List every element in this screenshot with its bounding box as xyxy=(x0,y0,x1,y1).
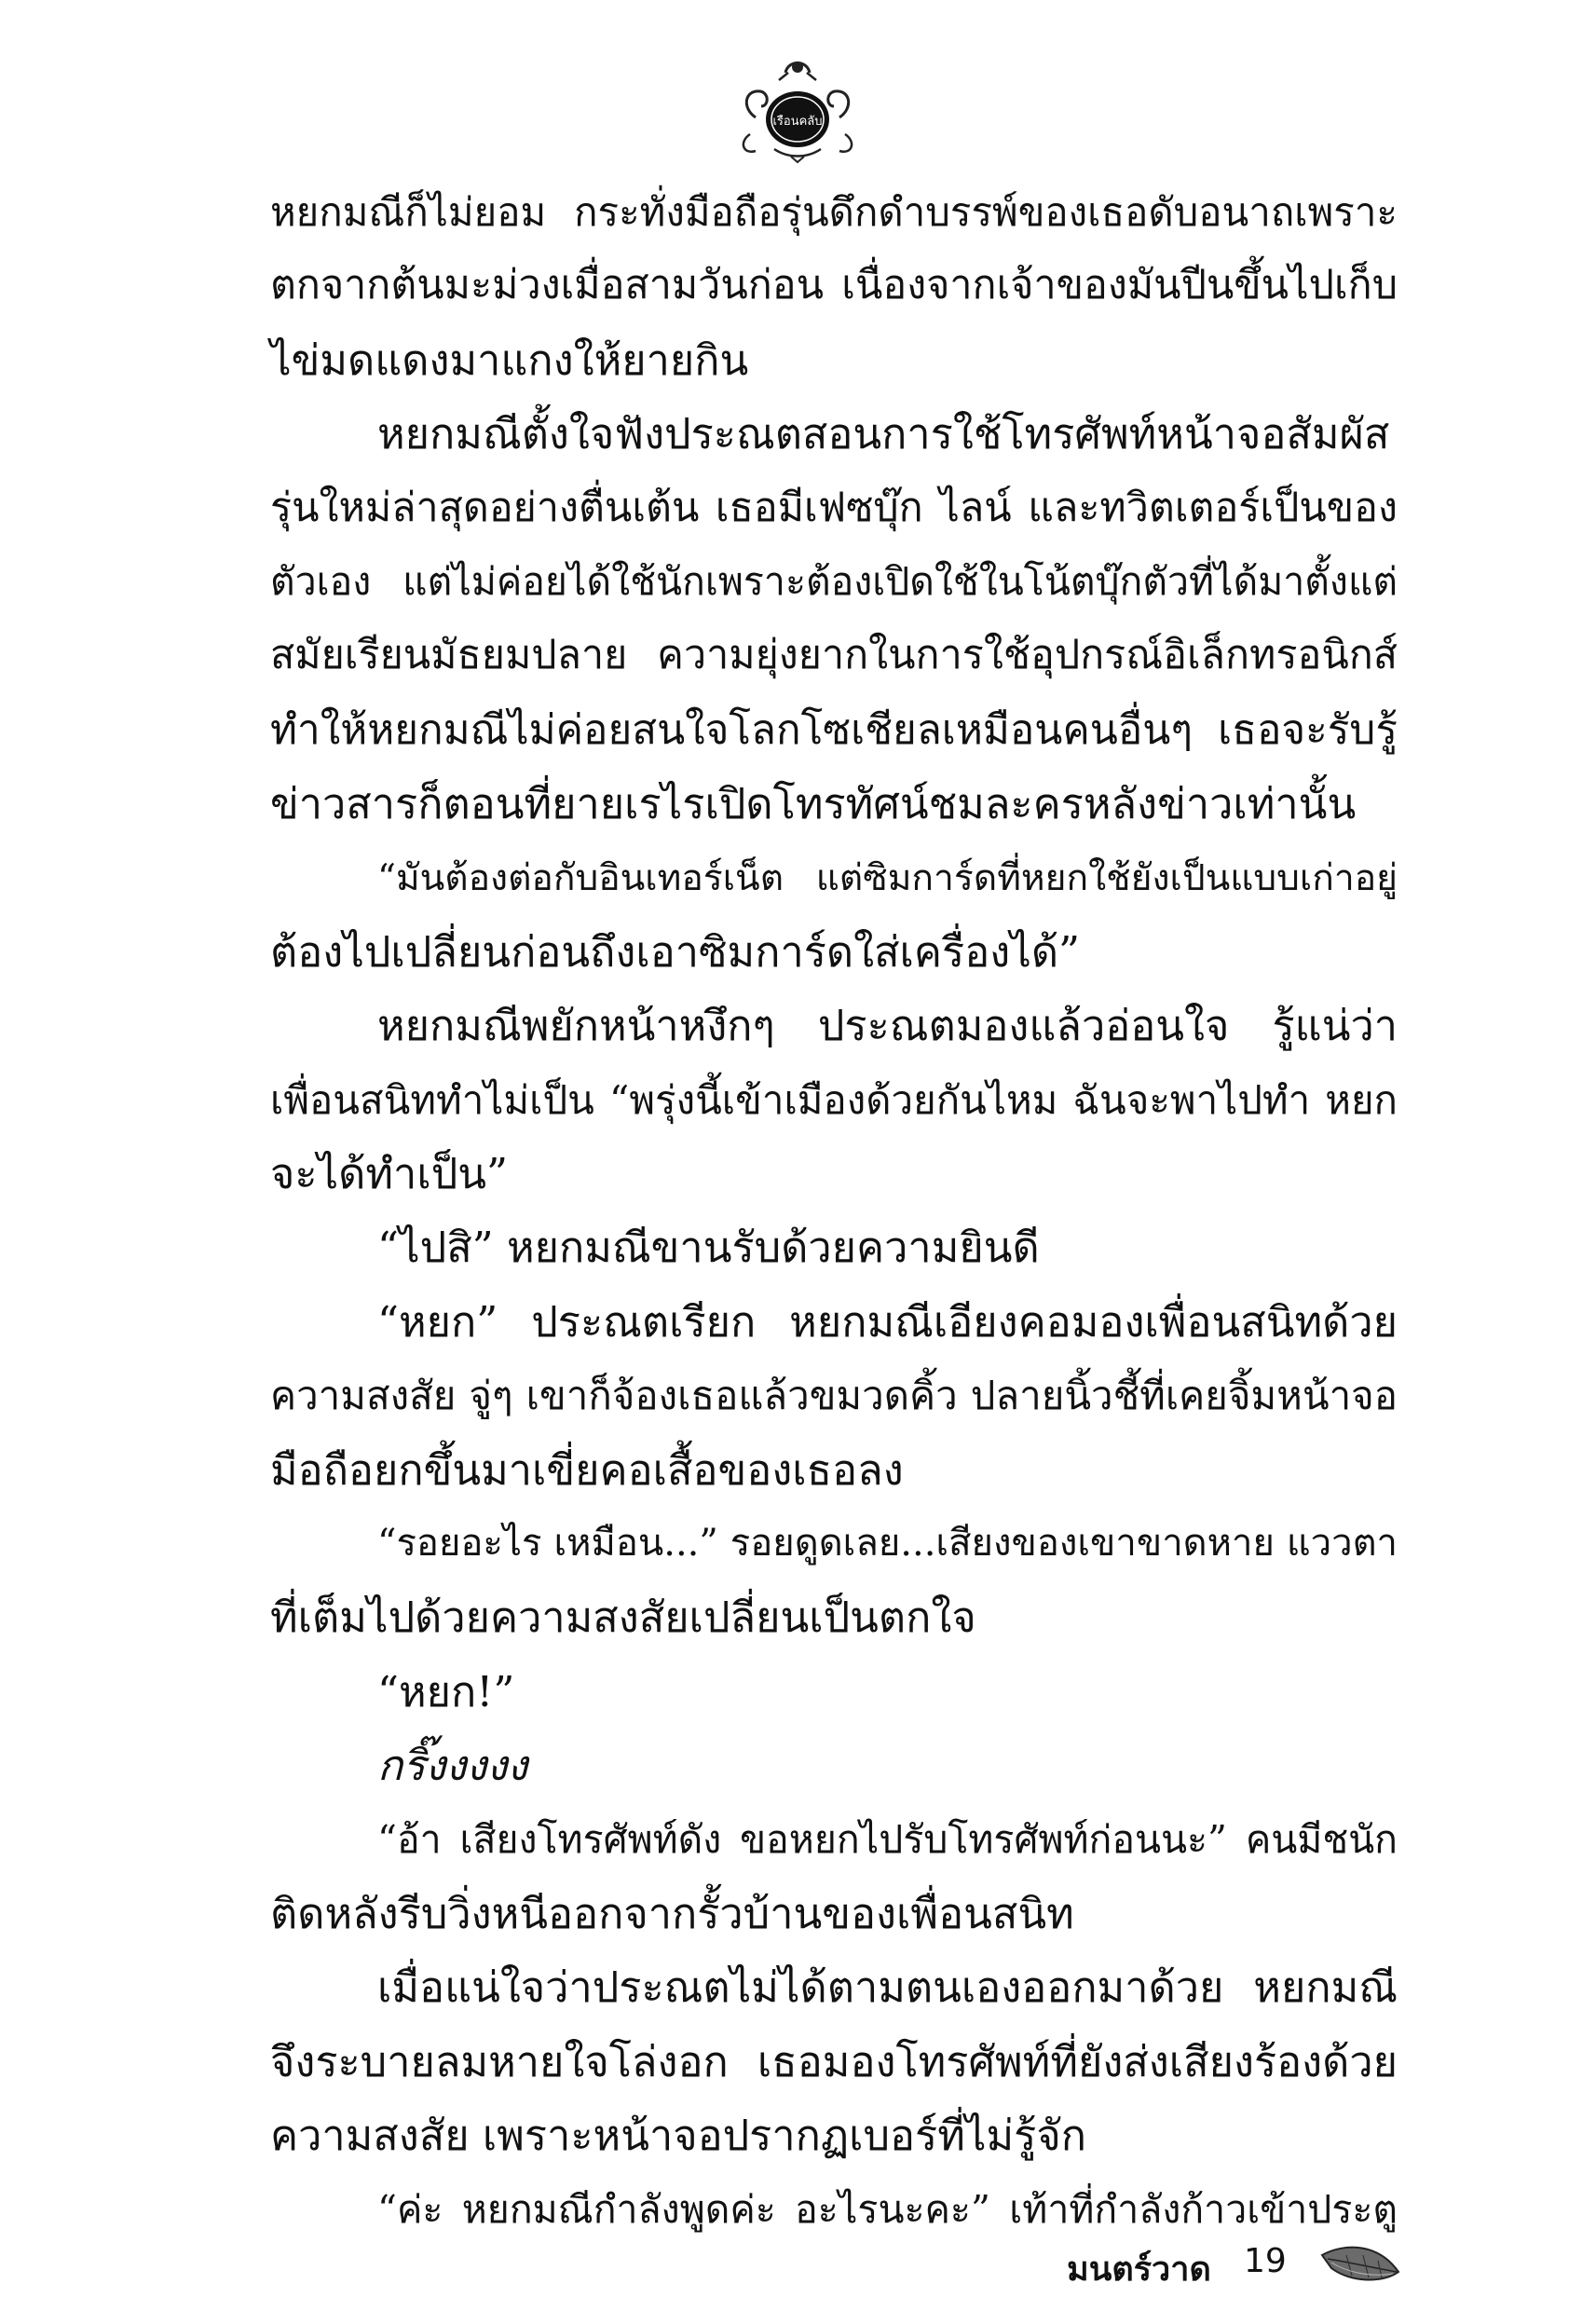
text-line: ความสงสัย เพราะหน้าจอปรากฏเบอร์ที่ไม่รู้จัก xyxy=(270,2111,1086,2161)
text-line: ที่เต็มไปด้วยความสงสัยเปลี่ยนเป็นตกใจ xyxy=(270,1593,976,1643)
text-line: จะได้ทำเป็น” xyxy=(270,1149,509,1199)
text-line: ตัวเอง แต่ไม่ค่อยได้ใช้นักเพราะต้องเปิดใช้ในโน้ตบุ๊กตัวที่ได้มาตั้งแต่ xyxy=(270,558,1398,604)
text-line: ติดหลังรีบวิ่งหนีออกจากรั้วบ้านของเพื่อนสนิท xyxy=(270,1888,1074,1938)
page-footer xyxy=(0,2235,1596,2300)
text-line: “มันต้องต่อกับอินเทอร์เน็ต แต่ซิมการ์ดที่หยกใช้ยังเป็นแบบเก่าอยู่ xyxy=(377,856,1398,899)
text-line: ทำให้หยกมณีไม่ค่อยสนใจโลกโซเชียลเหมือนคนอื่นๆ เธอจะรับรู้ xyxy=(270,705,1398,754)
text-line: มือถือยกขึ้นมาเขี่ยคอเสื้อของเธอลง xyxy=(270,1444,904,1495)
text-line: “รอยอะไร เหมือน...” รอยดูดเลย...เสียงของเขาขาดหาย แววตา xyxy=(377,1522,1398,1566)
page-number: 19 xyxy=(1244,2242,1287,2280)
text-line: “ไปสิ” หยกมณีขานรับด้วยความยินดี xyxy=(377,1223,1040,1273)
text-line: หยกมณีตั้งใจฟังประณตสอนการใช้โทรศัพท์หน้าจอสัมผัส xyxy=(377,409,1390,459)
text-line: สมัยเรียนมัธยมปลาย ความยุ่งยากในการใช้อุปกรณ์อิเล็กทรอนิกส์ xyxy=(270,632,1398,679)
text-line: เมื่อแน่ใจว่าประณตไม่ได้ตามตนเองออกมาด้วย หยกมณี xyxy=(377,1962,1398,2013)
text-line: ตกจากต้นมะม่วงเมื่อสามวันก่อน เนื่องจากเจ้าของมันปีนขึ้นไปเก็บ xyxy=(270,262,1398,309)
text-line: “ค่ะ หยกมณีกำลังพูดค่ะ อะไรนะคะ” เท้าที่กำลังก้าวเข้าประตู xyxy=(377,2186,1398,2232)
text-line: ต้องไปเปลี่ยนก่อนถึงเอาซิมการ์ดใส่เครื่องได้” xyxy=(270,926,1081,977)
text-line: “หยก!” xyxy=(377,1666,515,1716)
text-line: หยกมณีพยักหน้าหงึกๆ ประณตมองแล้วอ่อนใจ รู้แน่ว่า xyxy=(377,1001,1398,1051)
leaf-boat-icon xyxy=(1318,2235,1402,2290)
text-line: “หยก” ประณตเรียก หยกมณีเอียงคอมองเพื่อนสนิทด้วย xyxy=(377,1296,1398,1347)
text-line: ความสงสัย จู่ๆ เขาก็จ้องเธอแล้วขมวดคิ้ว ปลายนิ้วชี้ที่เคยจิ้มหน้าจอ xyxy=(270,1373,1398,1419)
text-line: ไข่มดแดงมาแกงให้ยายกิน xyxy=(270,335,749,385)
text-line: จึงระบายลมหายใจโล่งอก เธอมองโทรศัพท์ที่ยังส่งเสียงร้องด้วย xyxy=(270,2036,1398,2086)
ornament-text: เรือนคลับ xyxy=(772,115,823,129)
ornament-emblem-icon xyxy=(737,52,858,164)
body-text xyxy=(270,175,1398,2247)
text-line: ข่าวสารก็ตอนที่ยายเรไรเปิดโทรทัศน์ชมละครหลังข่าวเท่านั้น xyxy=(270,779,1357,829)
text-line: เพื่อนสนิททำไม่เป็น “พรุ่งนี้เข้าเมืองด้วยกันไหม ฉันจะพาไปทำ หยก xyxy=(270,1076,1398,1123)
text-line: หยกมณีก็ไม่ยอม กระทั่งมือถือรุ่นดึกดำบรรพ์ของเธอดับอนาถเพราะ xyxy=(270,189,1398,235)
text-line: กริ๊งงงงง xyxy=(377,1741,528,1791)
text-line: “อ้า เสียงโทรศัพท์ดัง ขอหยกไปรับโทรศัพท์ก่อนนะ” คนมีชนัก xyxy=(377,1816,1398,1862)
book-title: มนตร์วาด xyxy=(1067,2250,1211,2289)
text-line: รุ่นใหม่ล่าสุดอย่างตื่นเต้น เธอมีเฟซบุ๊ก ไลน์ และทวิตเตอร์เป็นของ xyxy=(270,484,1398,531)
